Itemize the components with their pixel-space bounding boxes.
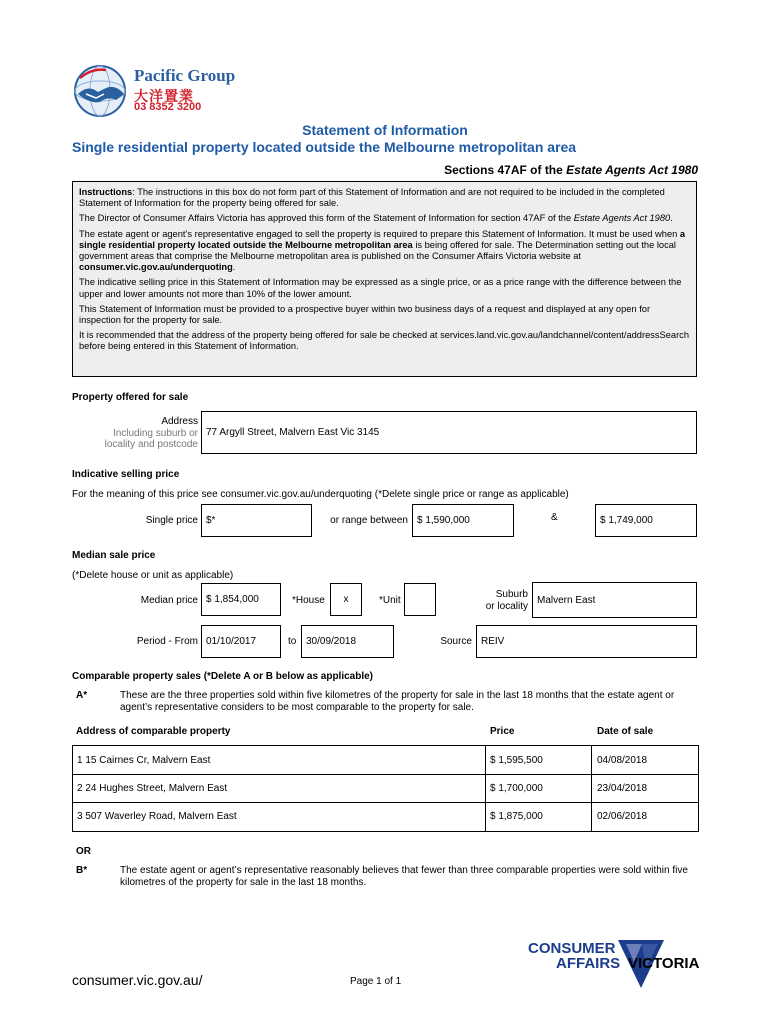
suburb-label-2: or locality [485, 601, 528, 612]
col-price-header: Price [490, 726, 515, 737]
period-to-field[interactable] [301, 625, 394, 658]
address-hint-1: Including suburb or [112, 427, 198, 439]
range-label: or range between [330, 515, 408, 526]
period-from-value: 01/10/2017 [206, 636, 257, 647]
single-price-value: $* [206, 515, 216, 526]
instructions-p4: The indicative selling price in this Statement of Information may be expressed as a single price, or as a price range with the difference between the upper and lower amounts not more than 10% of the lower amount. [79, 277, 682, 299]
source-field[interactable] [476, 625, 697, 658]
house-label: *House [292, 595, 325, 606]
table-row-3-address: 3 507 Waverley Road, Malvern East [77, 811, 237, 822]
comparable-heading: Comparable property sales (*Delete A or B below as applicable) [72, 671, 374, 682]
address-label-group [90, 416, 198, 451]
pacific-group-logo [72, 64, 252, 120]
option-b-text: The estate agent or agent’s representative reasonably believes that fewer than three comparable properties were sold within five kilometres of the property for sale in the last 18 months. [120, 865, 688, 888]
option-b-label: B* [76, 865, 88, 876]
range-high-field[interactable] [595, 504, 697, 537]
option-a-label: A* [76, 690, 88, 701]
unit-label: *Unit [379, 595, 401, 606]
table-row-3-date: 02/06/2018 [597, 811, 648, 822]
unit-checkbox[interactable] [404, 583, 436, 616]
logo-chinese-name: 大洋置業 [134, 88, 194, 104]
instructions-p3b: is being offered for sale. The Determination setting out the local government areas that comprise the Melbourne metropolitan area is published on the Consumer Affairs Victoria website at [79, 239, 676, 262]
instructions-p2b: . [670, 213, 673, 224]
table-row-1-price: $ 1,595,500 [490, 755, 543, 766]
table-row-1-date: 04/08/2018 [597, 755, 648, 766]
address-hint-2: locality and postcode [104, 439, 198, 450]
sections-act: Estate Agents Act 1980 [566, 163, 698, 177]
table-row-2-price: $ 1,700,000 [490, 783, 543, 794]
table-row-3-price: $ 1,875,000 [490, 811, 543, 822]
col-address-header: Address of comparable property [76, 726, 231, 737]
instructions-p5: This Statement of Information must be provided to a prospective buyer within two business days of a request and displayed at any open for inspection for the property for sale. [79, 303, 651, 326]
median-heading: Median sale price [72, 550, 156, 561]
range-low-value: $ 1,590,000 [417, 515, 470, 526]
median-price-value: $ 1,854,000 [206, 594, 259, 605]
instructions-p6: It is recommended that the address of the property being offered for sale be checked at services.land.vic.gov.au/landchannel/content/addressSearch before being entered in this Statement of Information. [79, 330, 689, 352]
instructions-p1-text: : The instructions in this box do not form part of this Statement of Information and are not required to be included in the completed Statement of Information for the property being offered for sale. [79, 187, 665, 209]
col-date-header: Date of sale [597, 726, 654, 737]
table-row-2-address: 2 24 Hughes Street, Malvern East [77, 783, 228, 794]
sections-prefix: Sections 47AF of the [444, 163, 567, 177]
median-note: (*Delete house or unit as applicable) [72, 570, 234, 581]
source-label: Source [440, 636, 472, 647]
house-value: x [343, 594, 349, 605]
table-row-2-date: 23/04/2018 [597, 783, 648, 794]
period-from-field[interactable] [201, 625, 281, 658]
source-value: REIV [481, 636, 505, 647]
instructions-p2a: The Director of Consumer Affairs Victoria has approved this form of the Statement of Information for section 47AF of the [79, 213, 574, 224]
address-field[interactable] [201, 411, 697, 454]
instructions-box [72, 181, 697, 377]
cav-line-1: CONSUMER [528, 940, 616, 957]
cav-line-3: VICTORIA [628, 955, 700, 972]
indicative-heading: Indicative selling price [72, 469, 180, 480]
underquoting-link[interactable]: consumer.vic.gov.au/underquoting [79, 262, 233, 273]
house-checkbox[interactable] [330, 583, 362, 616]
or-label: OR [76, 846, 91, 857]
period-to-value: 30/09/2018 [306, 636, 357, 647]
handshake-globe-icon [72, 64, 130, 118]
range-low-field[interactable] [412, 504, 514, 537]
median-price-label: Median price [140, 595, 198, 606]
suburb-label-1: Suburb [495, 589, 528, 600]
suburb-value: Malvern East [537, 594, 596, 606]
footer-url[interactable]: consumer.vic.gov.au/ [72, 972, 203, 988]
address-value: 77 Argyll Street, Malvern East Vic 3145 [206, 427, 380, 438]
instructions-p3c: . [232, 262, 236, 273]
range-ampersand: & [551, 512, 558, 523]
logo-phone: 03 8352 3200 [134, 101, 202, 113]
page-title: Statement of Information [302, 122, 468, 138]
suburb-label-group [462, 589, 528, 613]
single-price-field[interactable] [201, 504, 312, 537]
single-price-label: Single price [145, 515, 198, 526]
instructions-p2-italic: Estate Agents Act 1980 [573, 213, 671, 224]
range-high-value: $ 1,749,000 [600, 515, 653, 526]
table-row-1-address: 1 15 Cairnes Cr, Malvern East [77, 755, 211, 766]
instructions-p2 [79, 213, 690, 224]
median-price-field[interactable] [201, 583, 281, 616]
page-subtitle: Single residential property located outside the Melbourne metropolitan area [72, 139, 577, 155]
logo-company-name: Pacific Group [134, 66, 236, 85]
property-heading: Property offered for sale [72, 392, 189, 403]
instructions-p1 [79, 187, 690, 209]
cav-line-2: AFFAIRS [556, 955, 621, 972]
period-label: Period - From [136, 636, 198, 647]
sections-reference [444, 163, 698, 177]
instructions-p3 [79, 229, 690, 274]
suburb-field[interactable] [532, 582, 697, 618]
address-label: Address [161, 416, 198, 427]
instructions-p3a: The estate agent or agent’s representative engaged to sell the property is required to prepare this Statement of Information. It must be used when [79, 228, 680, 239]
period-to-label: to [288, 636, 297, 647]
page-number: Page 1 of 1 [350, 976, 402, 987]
instructions-label: Instructions [79, 187, 133, 197]
instructions-p3-bold: a single residential property located outside the Melbourne metropolitan area [79, 228, 686, 250]
consumer-affairs-victoria-logo [528, 938, 706, 990]
option-a-text: These are the three properties sold within five kilometres of the property for sale in the last 18 months that the estate agent or agent’s representative considers to be most comparable to the property for sale. [120, 690, 675, 713]
indicative-note: For the meaning of this price see consumer.vic.gov.au/underquoting (*Delete single price or range as applicable) [72, 489, 569, 500]
